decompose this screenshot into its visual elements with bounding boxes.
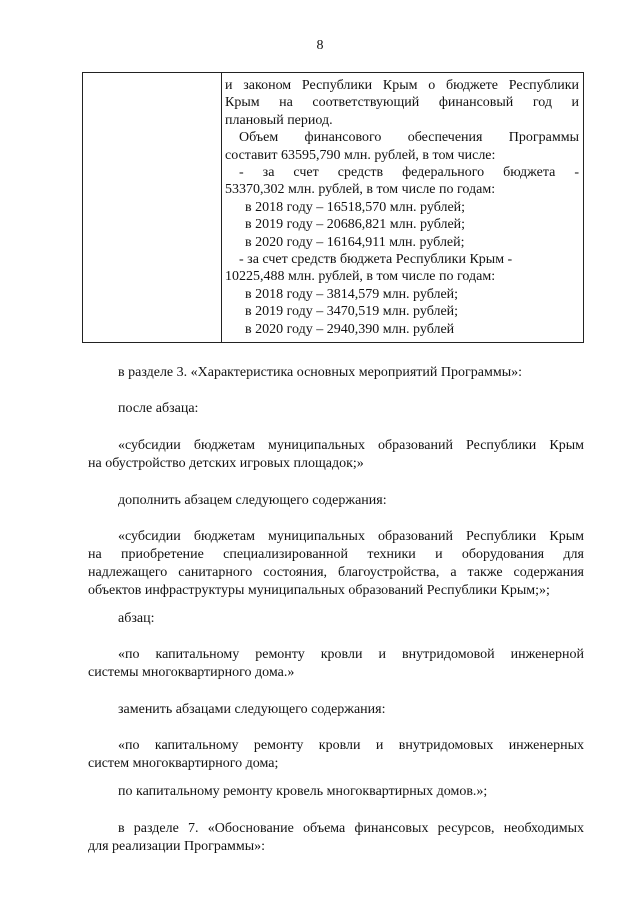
- quoted-paragraph-4: [88, 737, 584, 773]
- table-line: составит 63595,790 млн. рублей, в том числе:: [225, 147, 496, 163]
- paragraph-line: в разделе 7. «Обоснование объема финансовых ресурсов, необходимых: [118, 821, 584, 836]
- paragraph-line: системы многоквартирного дома.»: [88, 665, 295, 680]
- quoted-paragraph-5: по капитальному ремонту кровель многоквартирных домов.»;: [118, 784, 488, 799]
- paragraph-line: для реализации Программы»:: [88, 839, 266, 854]
- supplement-label: дополнить абзацем следующего содержания:: [118, 493, 387, 508]
- section-3-heading: в разделе 3. «Характеристика основных мероприятий Программы»:: [118, 365, 522, 380]
- table-column-divider: [221, 73, 222, 342]
- table-line: и законом Республики Крым о бюджете Республики: [225, 78, 579, 93]
- after-paragraph-label: после абзаца:: [118, 401, 199, 416]
- table-line: в 2018 году – 16518,570 млн. рублей;: [245, 199, 466, 215]
- table-line: в 2020 году – 16164,911 млн. рублей;: [245, 234, 465, 250]
- page-number: 8: [316, 38, 324, 53]
- table-right-cell: [225, 77, 579, 338]
- table-line: плановый период.: [225, 112, 333, 128]
- paragraph-line: надлежащего санитарного состояния, благоустройства, а также содержания: [88, 565, 584, 580]
- table-line: 53370,302 млн. рублей, в том числе по годам:: [225, 182, 496, 198]
- table-line: 10225,488 млн. рублей, в том числе по годам:: [225, 269, 496, 285]
- paragraph-line: на приобретение специализированной техники и оборудования для: [88, 547, 584, 562]
- paragraph-line: систем многоквартирного дома;: [88, 756, 279, 771]
- paragraph-line: на обустройство детских игровых площадок;»: [88, 456, 364, 471]
- paragraph-line: «субсидии бюджетам муниципальных образований Республики Крым: [118, 529, 584, 544]
- paragraph-line: объектов инфраструктуры муниципальных образований Республики Крым;»;: [88, 583, 550, 598]
- quoted-paragraph-1: [88, 437, 584, 473]
- quoted-paragraph-3: [88, 646, 584, 682]
- table-line: в 2020 году – 2940,390 млн. рублей: [245, 321, 455, 337]
- quoted-paragraph-2: [88, 528, 584, 600]
- paragraph-line: «по капитальному ремонту кровли и внутридомовых инженерных: [118, 738, 584, 753]
- table-line: Крым на соответствующий финансовый год и: [225, 95, 579, 111]
- table-line: - за счет средств федерального бюджета -: [239, 165, 579, 181]
- table-line: в 2019 году – 3470,519 млн. рублей;: [245, 304, 459, 320]
- paragraph-label: абзац:: [118, 611, 155, 626]
- table-line: в 2018 году – 3814,579 млн. рублей;: [245, 286, 459, 302]
- table-line: в 2019 году – 20686,821 млн. рублей;: [245, 217, 466, 233]
- paragraph-line: «по капитальному ремонту кровли и внутридомовой инженерной: [118, 647, 584, 662]
- replace-label: заменить абзацами следующего содержания:: [118, 702, 386, 717]
- table-line: - за счет средств бюджета Республики Крым -: [239, 252, 513, 268]
- program-table: [82, 72, 584, 343]
- paragraph-line: «субсидии бюджетам муниципальных образований Республики Крым: [118, 438, 584, 453]
- section-7-heading: [88, 820, 584, 856]
- table-line: Объем финансового обеспечения Программы: [239, 130, 579, 146]
